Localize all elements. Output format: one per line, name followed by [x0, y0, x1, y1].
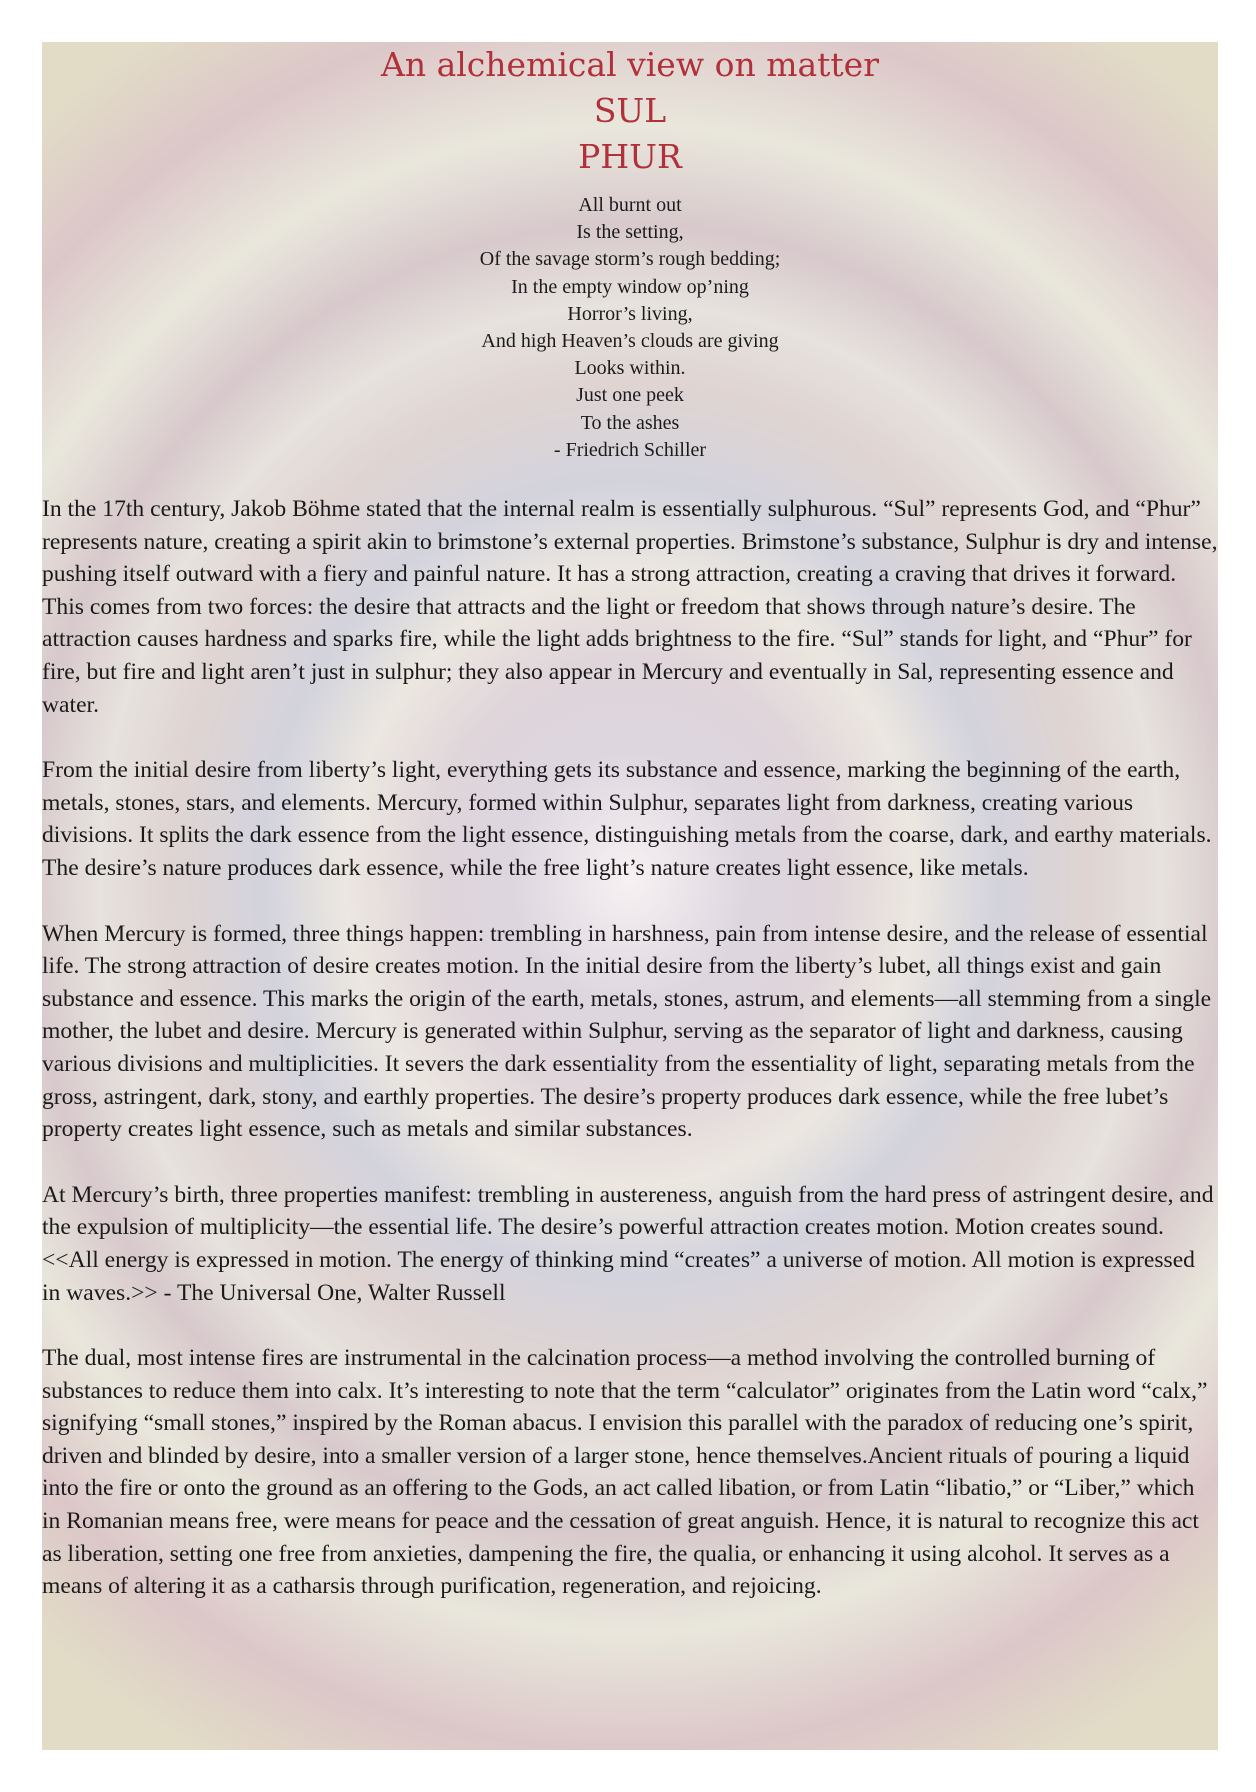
poem-line: Is the setting, [576, 221, 684, 244]
poem-line: In the empty window op’ning [511, 275, 749, 298]
body-paragraph: In the 17th century, Jakob Böhme stated that the internal realm is essentially sulphurous. “Sul” represents God, and “Phur” represents nature, creating a spirit akin to brimstone’s external properties. Brimstone’s substance, Sulphur is dry and intense, pushing itself outward with a fiery and painful nature. It has a strong attraction, creating a craving that drives it forward. This comes from two forces: the desire that attracts and the light or freedom that shows through nature’s desire. The attraction causes hardness and sparks fire, while the light adds brightness to the fire. “Sul” stands for light, and “Phur” for fire, but fire and light aren’t just in sulphur; they also appear in Mercury and eventually in Sal, representing essence and water. [42, 496, 1218, 718]
poem-line: Of the savage storm’s rough bedding; [479, 248, 781, 271]
body-paragraph: The dual, most intense fires are instrumental in the calcination process—a method involving the controlled burning of substances to reduce them into calx. It’s interesting to note that the term “calculator” originates from the Latin word “calx,” signifying “small stones,” inspired by the Roman abacus. I envision this parallel with the paradox of reducing one’s spirit, driven and blinded by desire, into a smaller version of a larger stone, hence themselves.Ancient rituals of pouring a liquid into the fire or onto the ground as an offering to the Gods, an act called libation, or from Latin “libatio,” or “Liber,” which in Romanian means free, were means for peace and the cessation of great anguish. Hence, it is natural to recognize this act as liberation, setting one free from anxieties, dampening the fire, the qualia, or enhancing it using alcohol. It serves as a means of altering it as a catharsis through purification, regeneration, and rejoicing. [42, 1345, 1208, 1600]
poem-line: Just one peek [576, 384, 684, 407]
document-title: An alchemical view on matter [381, 45, 879, 84]
title-block [42, 42, 1218, 180]
document-content [42, 42, 1218, 1603]
body-paragraph: From the initial desire from liberty’s light, everything gets its substance and essence, marking the beginning of the earth, metals, stones, stars, and elements. Mercury, formed within Sulphur, separates light from darkness, creating various divisions. It splits the dark essence from the light essence, distinguishing metals from the coarse, dark, and earthy materials. The desire’s nature produces dark essence, while the free light’s nature creates light essence, like metals. [42, 757, 1212, 881]
poem-epigraph [42, 192, 1218, 464]
body-paragraph: At Mercury’s birth, three properties manifest: trembling in austereness, anguish from the hard press of astringent desire, and the expulsion of multiplicity—the essential life. The desire’s powerful attraction creates motion. Motion creates sound. <<All energy is expressed in motion. The energy of thinking mind “creates” a universe of motion. All motion is expressed in waves.>> - The Universal One, Walter Russell [42, 1181, 1214, 1306]
title-line-sul: SUL [593, 91, 667, 130]
poem-line: All burnt out [578, 194, 682, 216]
poem-attribution: - Friedrich Schiller [553, 438, 707, 461]
document-page [42, 42, 1218, 1750]
body-paragraph: When Mercury is formed, three things happen: trembling in harshness, pain from intense desire, and the release of essential life. The strong attraction of desire creates motion. In the initial desire from the liberty’s lubet, all things exist and gain substance and essence. This marks the origin of the earth, metals, stones, astrum, and elements—all stemming from a single mother, the lubet and desire. Mercury is generated within Sulphur, serving as the separator of light and darkness, causing various divisions and multiplicities. It severs the dark essentiality from the essentiality of light, separating metals from the gross, astringent, dark, stony, and earthly properties. The desire’s property produces dark essence, while the free lubet’s property creates light essence, such as metals and similar substances. [42, 920, 1212, 1143]
poem-line: Looks within. [574, 357, 686, 380]
poem-line: Horror’s living, [567, 302, 693, 325]
title-line-phur: PHUR [578, 137, 682, 176]
poem-line: To the ashes [580, 411, 680, 434]
poem-line: And high Heaven’s clouds are giving [481, 330, 779, 353]
